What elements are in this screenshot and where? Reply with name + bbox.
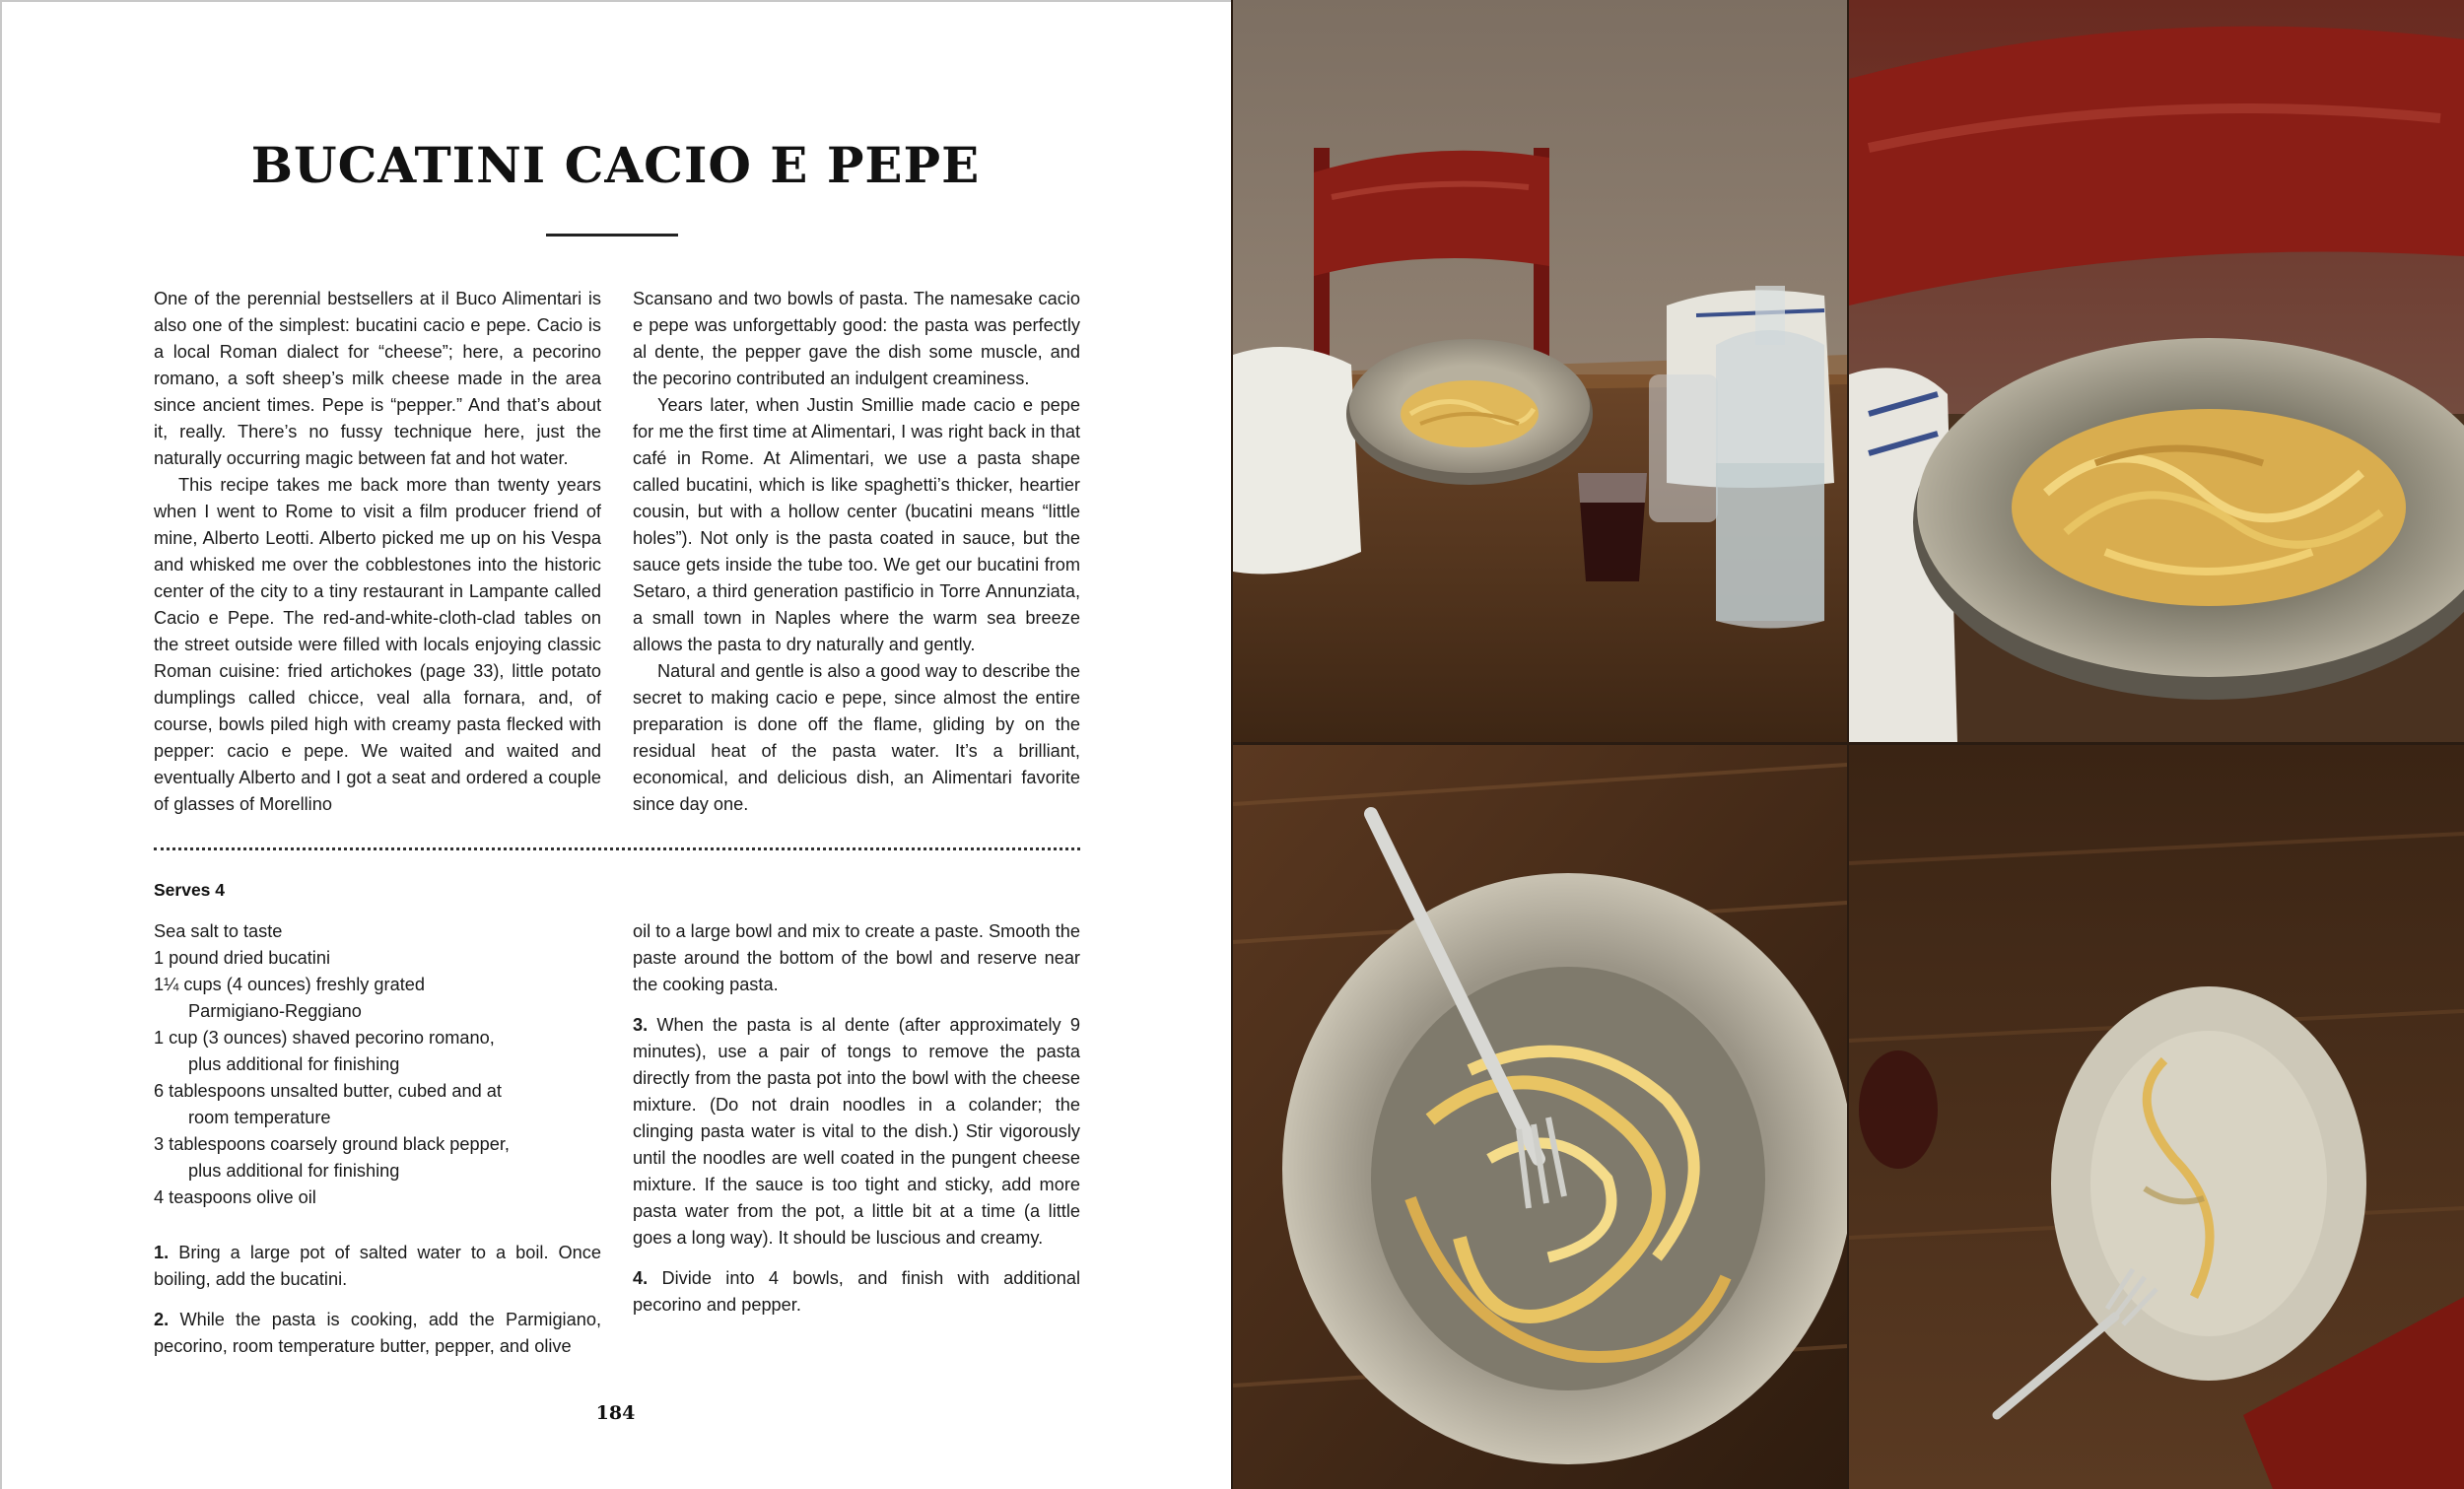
ingredient-line: 6 tablespoons unsalted butter, cubed and at	[154, 1081, 502, 1101]
photo-table-setting	[1233, 0, 1847, 742]
pasta-bowl	[1282, 873, 1847, 1464]
step-text: oil to a large bowl and mix to create a paste. Smooth the paste around the bottom of the bowl and reserve near the cooking pasta.	[633, 921, 1080, 994]
step-number: 3.	[633, 1015, 649, 1035]
text-page	[0, 0, 1231, 1489]
ingredient-item	[154, 1025, 607, 1078]
intro-paragraph: One of the perennial bestsellers at il Buco Alimentari is also one of the simplest: bucatini cacio e pepe. Cacio is a local Roman dialect for “cheese”; here, a pecorino romano, a soft sheep’s milk cheese made in the area since ancient times. Pepe is “pepper.” And that’s about it, really. There’s no fussy technique here, just the naturally occurring magic between fat and hot water.	[154, 289, 601, 468]
step-text: Divide into 4 bowls, and finish with additional pecorino and pepper.	[633, 1268, 1080, 1315]
ingredient-item	[154, 945, 607, 972]
step-number: 4.	[633, 1268, 649, 1288]
ingredient-item	[154, 1078, 607, 1131]
ingredient-continuation: room temperature	[188, 1108, 331, 1127]
step-4	[633, 1265, 1080, 1319]
step-1	[154, 1240, 601, 1293]
step-3	[633, 1012, 1080, 1252]
ingredient-line: Sea salt to taste	[154, 921, 283, 941]
dotted-divider	[154, 847, 1080, 850]
intro-column-left	[154, 286, 601, 818]
photo-bowl-closeup	[1849, 0, 2464, 742]
ingredients-list	[154, 918, 607, 1211]
ingredient-item	[154, 972, 607, 1025]
wine-glass	[1859, 1050, 1938, 1169]
ingredient-line: 1¼ cups (4 ounces) freshly grated	[154, 975, 425, 994]
intro-paragraph: Scansano and two bowls of pasta. The namesake cacio e pepe was unforgettably good: the pasta was perfectly al dente, the pepper gave the dish some muscle, and the pecorino contributed an indulgent creaminess.	[633, 289, 1080, 388]
white-napkin	[1233, 347, 1361, 575]
empty-plate	[2051, 986, 2366, 1381]
wine-glass	[1578, 473, 1647, 581]
ingredient-item	[154, 1131, 607, 1184]
step-number: 1.	[154, 1243, 170, 1262]
ingredient-line: 1 cup (3 ounces) shaved pecorino romano,	[154, 1028, 495, 1048]
title-rule	[546, 234, 678, 237]
step-text: While the pasta is cooking, add the Parmigiano, pecorino, room temperature butter, pepper, and olive	[154, 1310, 601, 1356]
serves-label: Serves 4	[154, 880, 226, 900]
page-number: 184	[595, 1402, 636, 1424]
step-number: 2.	[154, 1310, 170, 1329]
photo-bowl-with-fork	[1233, 745, 1847, 1489]
pasta-bowl	[1346, 339, 1593, 485]
intro-paragraph: Natural and gentle is also a good way to describe the secret to making cacio e pepe, since almost the entire preparation is done off the flame, gliding by on the residual heat of the pasta water. It’s a brilliant, economical, and delicious dish, an Alimentari favorite since day one.	[633, 661, 1080, 814]
step-2-continued	[633, 918, 1080, 998]
steps-column-left	[154, 1240, 601, 1374]
ingredient-item	[154, 1184, 607, 1211]
ingredient-continuation: Parmigiano-Reggiano	[188, 1001, 362, 1021]
photo-empty-plate	[1849, 745, 2464, 1489]
step-text: When the pasta is al dente (after approximately 9 minutes), use a pair of tongs to remove the pasta directly from the pasta pot into the bowl with the cheese mixture. (Do not drain noodles in a colander; the clinging pasta water is vital to the dish.) Stir vigorously until the noodles are well coated in the pungent cheese mixture. If the sauce is too tight and sticky, add more pasta water from the pot, a little bit at a time (a little goes a long way). It should be luscious and creamy.	[633, 1015, 1080, 1248]
ingredient-line: 3 tablespoons coarsely ground black pepper,	[154, 1134, 510, 1154]
page-border-top	[0, 0, 1231, 2]
steps-column-right	[633, 918, 1080, 1332]
step-text: Bring a large pot of salted water to a boil. Once boiling, add the bucatini.	[154, 1243, 601, 1289]
recipe-title: BUCATINI CACIO E PEPE	[250, 136, 981, 194]
intro-column-right	[633, 286, 1080, 818]
ingredient-line: 4 teaspoons olive oil	[154, 1187, 316, 1207]
step-2	[154, 1307, 601, 1360]
water-glass	[1649, 374, 1718, 522]
ingredient-line: 1 pound dried bucatini	[154, 948, 330, 968]
page-border-left	[0, 0, 2, 1489]
ingredient-continuation: plus additional for finishing	[188, 1054, 400, 1074]
intro-paragraph: Years later, when Justin Smillie made cacio e pepe for me the first time at Alimentari, I was right back in that café in Rome. At Alimentari, we use a pasta shape called bucatini, which is like spaghetti’s thicker, heartier cousin, but with a hollow center (bucatini means “little holes”). Not only is the pasta coated in sauce, but the sauce gets inside the tube too. We get our bucatini from Setaro, a third generation pastificio in Torre Annunziata, a small town in Naples where the warm sea breeze allows the pasta to dry naturally and gently.	[633, 395, 1080, 654]
ingredient-item	[154, 918, 607, 945]
ingredient-continuation: plus additional for finishing	[188, 1161, 400, 1181]
intro-paragraph: This recipe takes me back more than twenty years when I went to Rome to visit a film producer friend of mine, Alberto Leotti. Alberto picked me up on his Vespa and whisked me over the cobblestones into the historic center of the city to a tiny restaurant in Lampante called Cacio e Pepe. The red-and-white-cloth-clad tables on the street outside were filled with locals enjoying classic Roman cuisine: fried artichokes (page 33), little potato dumplings called chicce, veal alla fornara, and, of course, bowls piled high with creamy pasta flecked with pepper: cacio e pepe. We waited and waited and eventually Alberto and I got a seat and ordered a couple of glasses of Morellino	[154, 475, 601, 814]
